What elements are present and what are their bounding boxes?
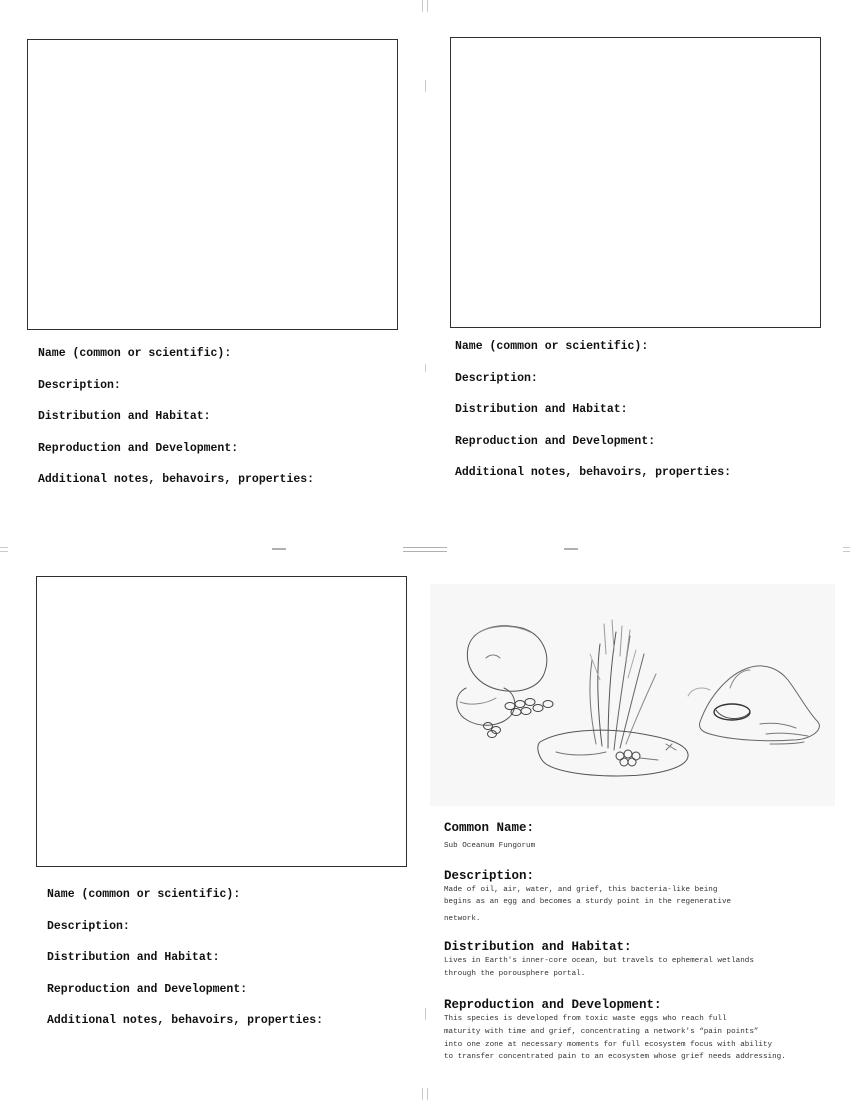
distribution-heading: Distribution and Habitat: [444, 939, 632, 954]
card-1-field-list [38, 346, 314, 504]
common-name-heading: Common Name: [444, 821, 535, 835]
card-2-notes-label: Additional notes, behavoirs, properties: [455, 466, 732, 480]
reproduction-line: into one zone at necessary moments for full ecosystem focus with ability [444, 1040, 773, 1049]
distribution-line: Lives in Earth's inner-core ocean, but travels to ephemeral wetlands [444, 956, 754, 965]
card-2-reproduction-label: Reproduction and Development: [455, 434, 656, 448]
reproduction-line: maturity with time and grief, concentrating a network's “pain points” [444, 1027, 759, 1036]
card-3-drawing-frame[interactable] [36, 576, 407, 867]
description-line: network. [444, 915, 481, 924]
fold-mark-bottom [427, 1088, 428, 1100]
card-1-distribution-label: Distribution and Habitat: [38, 410, 211, 424]
card-2-name-label: Name (common or scientific): [455, 340, 649, 353]
fold-mark-right [843, 551, 850, 552]
card-3-field-list [47, 887, 323, 1045]
reproduction-line: This species is developed from toxic waste eggs who reach full [444, 1015, 727, 1024]
fold-mark-left [0, 551, 8, 552]
distribution-line: through the porousphere portal. [444, 969, 586, 978]
fold-mark-bottom [422, 1088, 423, 1100]
card-2-description-label: Description: [455, 371, 538, 385]
fold-mark-horizontal [403, 547, 447, 548]
fold-mark-top [427, 0, 428, 12]
card-1-notes-label: Additional notes, behavoirs, properties: [38, 473, 315, 487]
card-1-reproduction-label: Reproduction and Development: [38, 441, 239, 455]
fold-mark-horizontal [564, 548, 578, 550]
fold-mark-center-mid [425, 364, 426, 372]
fold-mark-left [0, 547, 8, 548]
fold-mark-horizontal [272, 548, 286, 550]
reproduction-heading: Reproduction and Development: [444, 998, 662, 1013]
card-3-reproduction-label: Reproduction and Development: [47, 982, 248, 996]
card-2-drawing-frame[interactable] [450, 37, 821, 328]
fungal-creatures-sketch-icon [430, 584, 835, 806]
card-4-entry [444, 821, 786, 1064]
card-2-field-list [455, 339, 731, 497]
card-1-description-label: Description: [38, 378, 121, 392]
card-1-drawing-frame[interactable] [27, 39, 398, 330]
fold-mark-center-lower [425, 1008, 426, 1020]
fold-mark-center-upper [425, 80, 426, 92]
card-3-description-label: Description: [47, 919, 130, 933]
card-3-notes-label: Additional notes, behavoirs, properties: [47, 1014, 324, 1028]
fold-mark-horizontal [403, 551, 447, 552]
reproduction-line: to transfer concentrated pain to an ecosystem whose grief needs addressing. [444, 1053, 786, 1062]
description-line: begins as an egg and becomes a sturdy point in the regenerative [444, 898, 732, 907]
description-heading: Description: [444, 868, 535, 883]
fold-mark-top [422, 0, 423, 12]
card-3-name-label: Name (common or scientific): [47, 888, 241, 901]
common-name-value: Sub Oceanum Fungorum [444, 842, 536, 850]
card-3-distribution-label: Distribution and Habitat: [47, 951, 220, 965]
card-1-name-label: Name (common or scientific): [38, 347, 232, 360]
fold-mark-right [843, 547, 850, 548]
description-line: Made of oil, air, water, and grief, this bacteria-like being [444, 885, 718, 894]
card-2-distribution-label: Distribution and Habitat: [455, 403, 628, 417]
